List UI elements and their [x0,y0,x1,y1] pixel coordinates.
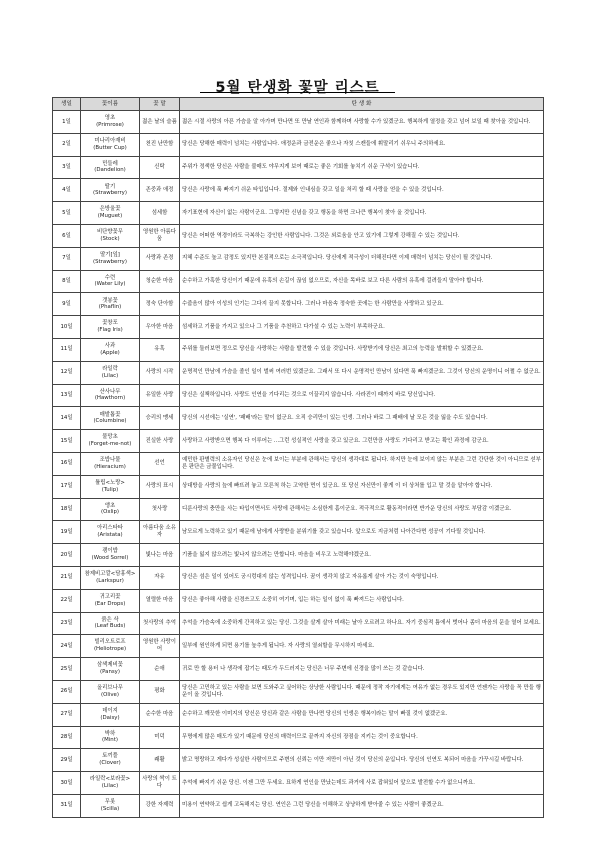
birth-day: 19일 [53,521,81,544]
birth-day: 16일 [53,452,81,475]
flower-name-korean: 아리스타타 [96,525,124,532]
flower-meaning: 사랑의 시작 [140,361,180,384]
flower-name-english: (Pansy) [100,669,120,676]
table-row [53,521,544,544]
flower-name-korean: 사과 [104,343,116,350]
flower-description: 당신은 사랑에 푹 빠지기 쉬운 타입입니다. 절제와 인내심을 갖고 일을 처리 할 때 사랑을 얻을 수 있을 것입니다. [180,179,544,202]
header-day: 생일 [53,98,81,111]
flower-name-korean: 산사나무 [99,388,121,395]
flower-name-english: (Forget-me-not) [88,441,132,448]
flower-description: 운명적인 만남에 가슴을 졸인 일이 벌써 여러번 있겠군요. 그래서 또 다시 운명적인 만남이 있다면 푹 빠지겠군요. 그것이 당신의 운명이니 어쩔 수 없군요. [180,361,544,384]
flower-name-korean: 토끼풀 [102,753,118,760]
flower-name-english: (Daisy) [100,714,120,721]
flower-name-korean: 참제비고깔<담홍색> [84,571,136,578]
flower-name-english: (Lilac) [101,783,119,789]
flower-name [81,156,140,179]
table-row [53,179,544,202]
flower-name [81,224,140,247]
birth-day: 14일 [53,407,81,430]
flower-description: 남모르게 노력하고 있기 때문에 남에게 사랑받을 분위기를 갖고 있습니다. 앞으로도 지금처럼 나아간다면 성공이 기다릴 것입니다. [180,521,544,544]
flower-meaning: 첫사랑 [140,498,180,521]
flower-meaning: 사랑과 존경 [140,247,180,270]
flower-name-korean: 매발톱꽃 [99,411,121,418]
flower-meaning: 승리의 맹세 [140,407,180,430]
table-row [53,703,544,726]
birth-day: 12일 [53,361,81,384]
flower-meaning: 평화 [140,680,180,703]
table-row [53,726,544,749]
flower-meaning: 아름다움 소유자 [140,521,180,544]
flower-meaning: 우아한 마음 [140,316,180,339]
flower-meaning: 영원한 사랑이어 [140,635,180,658]
flower-meaning: 순수한 마음 [140,703,180,726]
flower-name [81,635,140,658]
birth-day: 2일 [53,133,81,156]
flower-name-korean: 갯봉꽃 [102,297,118,304]
flower-name-english: (Leaf Buds) [94,623,126,630]
flower-name-korean: 올리브나무 [96,685,124,692]
flower-name-korean: 앵초 [104,502,116,509]
birth-day: 11일 [53,338,81,361]
flower-meaning: 열렬한 마음 [140,589,180,612]
header-flower-name: 꽃이름 [81,98,140,111]
flower-meaning: 선언 [140,452,180,475]
flower-name [81,361,140,384]
table-row [53,316,544,339]
flower-name-english: (Hieracium) [94,463,126,470]
flower-name-english: (Larkspur) [96,577,124,584]
flower-description: 일부에 원인하게 되면 용기를 높추게 됩니다. 자 사랑의 열쇠할을 무시하지 마세요. [180,635,544,658]
table-row [53,202,544,225]
birth-day: 24일 [53,635,81,658]
flower-name-english: (Flag Iris) [97,327,123,334]
flower-description: 당신은 당해한 매력이 넘치는 사람입니다. 애정운과 금전운은 좋으나 자칫 스캔들에 휘말리기 쉬우니 주의하세요. [180,133,544,156]
birth-day: 22일 [53,589,81,612]
flower-name [81,498,140,521]
table-row [53,111,544,134]
table-row [53,133,544,156]
birth-day: 29일 [53,749,81,772]
birth-day: 5일 [53,202,81,225]
flower-name [81,384,140,407]
table-row [53,338,544,361]
flower-meaning: 강한 자제력 [140,794,180,817]
flower-name [81,794,140,817]
table-row [53,270,544,293]
flower-description: 기품을 잃지 않으려는 빛나지 않으려는 만합니다. 마음을 비우고 노력해야겠군요. [180,544,544,567]
flower-name [81,658,140,681]
flower-name [81,407,140,430]
flower-description: 지혜 수준도 높고 감정도 있지만 본질적으로는 소극적입니다. 당신에게 적극성이 더해진다면 이제 매력이 넘치는 당신이 될 것입니다. [180,247,544,270]
table-row [53,612,544,635]
flower-meaning: 신탁 [140,156,180,179]
flower-name-korean: 박하 [104,730,116,737]
birth-day: 6일 [53,224,81,247]
flower-name [81,270,140,293]
birth-day: 7일 [53,247,81,270]
birth-day: 10일 [53,316,81,339]
flower-meaning: 젊은 날의 슬픔 [140,111,180,134]
birth-day: 3일 [53,156,81,179]
birth-day: 23일 [53,612,81,635]
flower-meaning: 섬세함 [140,202,180,225]
flower-name-english: (Columbine) [93,418,127,425]
birth-day: 27일 [53,703,81,726]
flower-meaning: 쾌활 [140,749,180,772]
flower-name-korean: 붉은 삭 [101,616,119,623]
birth-day: 26일 [53,680,81,703]
flower-meaning: 진실한 사랑 [140,430,180,453]
flower-name-english: (Oxlip) [100,509,120,516]
birth-day: 13일 [53,384,81,407]
flower-meaning: 천진 난만함 [140,133,180,156]
flower-name-korean: 라일락 [102,365,118,372]
flower-name-korean: 빌리오트로프 [94,639,126,646]
flower-name-korean: 딸기[잎] [100,251,120,258]
flower-description: 디룬사랑의 충만을 사는 타입이면서도 사랑에 관해서는 소심한게 흠이군요. 적극적으로 활동적이라면 반가운 당신의 사랑도 부담감 이겠군요. [180,498,544,521]
flower-name [81,430,140,453]
birth-day: 31일 [53,794,81,817]
header-description: 탄 생 화 [180,98,544,111]
table-row [53,589,544,612]
birth-day: 4일 [53,179,81,202]
flower-description: 당신의 시선에는 '실연', '패배'라는 말이 없군요. 오직 승리만이 있는 인생. 그러나 바로 그 패배에 날 모든 것을 잃을 수도 있습니다. [180,407,544,430]
flower-description: 순수하고 가혹한 당신이기 때문에 유혹의 손길이 끊임 없으므로, 자신을 똑바로 보고 다른 사람의 유혹에 걸려들지 말아야 합니다. [180,270,544,293]
table-row [53,452,544,475]
flower-name-korean: 비단향꽃무 [96,229,124,236]
flower-name-english: (Phaflin) [98,304,122,311]
flower-name [81,202,140,225]
flower-name [81,133,140,156]
flower-name-korean: 괭이밥 [102,548,118,555]
flower-description: 추억을 가슴속에 소중하게 간직하고 있는 당신. 그것을 살게 살아 미래는 날아 오르려고 하나요. 자기 중심적 틈에서 벗어나 좀더 마음의 문을 열어 보세요. [180,612,544,635]
flower-name [81,612,140,635]
flower-name-english: (Hawthorn) [94,395,126,402]
table-row [53,384,544,407]
flower-name-korean: 영초 [104,115,116,122]
flower-description: 귀로 만 할 용터 나 생각에 잡기는 때도가 두드러지는 당신은 너무 주변에 신경을 많이 쓰는 것 같습니다. [180,658,544,681]
flower-description: 상대방을 사랑의 늪에 빠뜨려 놓고 모른척 하는 고약한 면이 있군요. 또 당신 자신만이 좋게 이 더 상처를 입고 말 것을 알아야 합니다. [180,475,544,498]
table-row [53,749,544,772]
birth-day: 18일 [53,498,81,521]
flower-name-english: (Ear Drops) [94,600,126,607]
table-row [53,566,544,589]
title-underline [200,92,395,93]
header-flower-meaning: 꽃 말 [140,98,180,111]
birth-day: 30일 [53,772,81,795]
flower-name-english: (Mint) [102,737,118,744]
table-row [53,293,544,316]
flower-name-english: (Apple) [100,349,120,356]
flower-meaning: 첫사랑의 추억 [140,612,180,635]
flower-meaning: 유혹 [140,338,180,361]
flower-description: 당신은 섬은 일이 있어도 궁시렁대지 않는 성격입니다. 꿈이 생각치 않고 자유롭게 살아 가는 것이 숙명입니다. [180,566,544,589]
page-title: 5월 탄생화 꽃말 리스트 [215,80,380,96]
flower-description: 미용이 연약하고 쉽게 고독해지는 당신. 연인은 그런 당신을 이해하고 상냥하게 받아줄 수 있는 사람이 좋겠군요. [180,794,544,817]
flower-description: 당신은 좋아해 사람을 신경쓰고도 소중히 여기며, 입는 하는 일이 없이 푹 빠져드는 사람입니다. [180,589,544,612]
flower-name-korean: 물망초 [102,434,118,441]
birth-flower-table [52,97,544,818]
flower-name [81,726,140,749]
flower-name-korean: 미나리아재비 [94,137,126,144]
flower-name-english: (Tulip) [101,486,119,493]
table-row [53,794,544,817]
flower-description: 주위가 정색한 당신은 사람을 불매도 야무지게 보여 때로는 좋은 기회를 놓치기 쉬운 구석이 있습니다. [180,156,544,179]
flower-name [81,452,140,475]
flower-name-english: (Aristata) [97,532,123,539]
flower-name-korean: 데이지 [102,707,118,714]
flower-name-korean: 삼색제비꽃 [96,662,124,669]
flower-name [81,475,140,498]
flower-name [81,293,140,316]
table-row [53,361,544,384]
flower-meaning: 영원한 아름다움 [140,224,180,247]
flower-name [81,247,140,270]
table-header-row [53,98,544,111]
flower-description: 자기표현에 자신이 없는 사람이군요. 그렇지만 신념을 갖고 행동을 하면 크나큰 행복이 찾아 올 것입니다. [180,202,544,225]
table-body [53,111,544,818]
flower-name-korean: 튤립<노랑> [95,479,125,486]
flower-description: 무명에게 많은 매도가 있기 때문에 당신의 매력이므로 끝까지 자신의 장점을 지키는 것이 중요합니다. [180,726,544,749]
flower-name-korean: 수련 [104,274,116,281]
flower-name-english: (Strawberry) [93,190,127,197]
flower-name [81,521,140,544]
flower-description: 당신은 어떠한 역경이라도 극복하는 강인한 사람입니다. 그것은 외로움을 안고 있기에 그렇게 강해질 수 있는 것입니다. [180,224,544,247]
birth-day: 8일 [53,270,81,293]
flower-name-korean: 무롯 [104,799,116,806]
birth-day: 1일 [53,111,81,134]
flower-description: 젊은 시절 사랑의 아픈 가슴을 알 아가며 만나면 또 만날 연인과 함께하며 사랑할 수가 있겠군요. 행복하게 열정을 갖고 넘어 보일 때 찾아올 것입니다. [180,111,544,134]
birth-day: 25일 [53,658,81,681]
flower-name [81,111,140,134]
birth-day: 15일 [53,430,81,453]
flower-description: 순수하고 깨끗한 이미지의 당신은 당신과 같은 사람을 만나면 당신의 인생은 행복이라는 말이 빠질 것이 없겠군요. [180,703,544,726]
flower-description: 당신은 실책하입니다. 사랑도 인연을 기다리는 것으로 이끌리지 않습니다. 사라진이 때까지 바로 당신입니다. [180,384,544,407]
flower-name-english: (Stock) [100,235,120,242]
flower-description: 당신은 고민하고 있는 사람을 보면 도와주고 싶어하는 상냥한 사람입니다. 때문에 정작 자기에게는 여유가 없는 경우도 있지만 언젠가는 사랑을 꼭 만들 행운이 올 것입니다. [180,680,544,703]
flower-name-korean: 조밥나물 [99,457,121,464]
flower-name-english: (Primrose) [96,121,124,128]
flower-meaning: 유일한 사랑 [140,384,180,407]
flower-name-english: (Lilac) [101,372,119,379]
flower-name [81,703,140,726]
flower-meaning: 사랑의 표시 [140,475,180,498]
flower-name-english: (Heliotrope) [93,646,127,653]
flower-name-korean: 귀고리꽃 [99,593,121,600]
flower-description: 추억에 빠지기 쉬운 당신. 이젠 그만 두세요. 묘하게 연인을 만났는데도 과거에 사로 잡혀있어 앞으로 발전할 수가 없으니까요. [180,772,544,795]
flower-description: 예민한 판별력의 소유자인 당신은 눈에 보이는 부분에 관해서는 당신의 생각대로 됩니다. 하지만 눈에 보이지 않는 부분은 그런 간단한 것이 아니므로 섣부른 판단은 금물입니다. [180,452,544,475]
table-row [53,658,544,681]
flower-name-english: (Olive) [101,691,119,698]
flower-name [81,680,140,703]
flower-meaning: 빛나는 마음 [140,544,180,567]
birth-day: 21일 [53,566,81,589]
table-row [53,772,544,795]
flower-name-english: (Muguet) [97,213,123,220]
flower-description: 사랑하고 사랑받으면 행복 다 이루어는 ...그런 성실적인 사랑을 갖고 있군요. 그런만큼 사랑도 기다리고 받고는 확인 과정에 감군요. [180,430,544,453]
table-row [53,430,544,453]
flower-name [81,589,140,612]
table-row [53,498,544,521]
flower-name-english: (Scilla) [100,805,120,812]
flower-name [81,316,140,339]
flower-description: 수줍음이 많아 이성의 인기는 그다지 끌지 못합니다. 그러나 마음속 정숙한 곳에는 한 사람만을 사랑하고 있군요. [180,293,544,316]
table-row [53,544,544,567]
birth-day: 17일 [53,475,81,498]
flower-name-english: (Clover) [99,760,121,767]
flower-meaning: 존중과 애정 [140,179,180,202]
flower-name-korean: 민들레 [102,160,118,167]
table-row [53,156,544,179]
flower-name-korean: 딸기 [104,183,116,190]
flower-name-english: (Strawberry) [93,258,127,265]
flower-name [81,772,140,795]
flower-name [81,544,140,567]
table-row [53,224,544,247]
table-row [53,680,544,703]
flower-name [81,179,140,202]
birth-day: 28일 [53,726,81,749]
table-row [53,475,544,498]
flower-name-korean: 라일락<보라꽃> [89,776,131,783]
flower-name-english: (Water Lily) [94,281,126,288]
birth-day: 9일 [53,293,81,316]
flower-name-korean: 꽃창포 [102,320,118,327]
flower-name-english: (Wood Sorrel) [91,555,129,562]
flower-name [81,338,140,361]
table-row [53,635,544,658]
flower-name [81,749,140,772]
flower-meaning: 자유 [140,566,180,589]
flower-name-korean: 은방울꽃 [99,206,121,213]
flower-meaning: 순애 [140,658,180,681]
flower-description: 섬세하고 기품을 가지고 있으나 그 기품을 추천하고 다가설 수 있는 노력이 부족하군요. [180,316,544,339]
flower-meaning: 정숙 단아함 [140,293,180,316]
table-row [53,247,544,270]
flower-meaning: 청순한 마음 [140,270,180,293]
flower-name-english: (Dandelion) [94,167,126,174]
flower-meaning: 사랑의 싹이 트다 [140,772,180,795]
flower-name-english: (Butter Cup) [93,144,127,151]
flower-name [81,566,140,589]
flower-description: 주위를 둘러보면 정으로 당신을 사랑하는 사람을 발견할 수 있을 것입니다. 사랑받기에 당신은 최고의 능력을 발휘할 수 있겠군요. [180,338,544,361]
flower-description: 밝고 명랑하고 게다가 성실한 사람이므로 주변의 신뢰는 이만 저만이 아닌 것이 당신의 운입니다. 당신의 인연도 복되어 마음을 가꾸시길 바랍니다. [180,749,544,772]
table-row [53,407,544,430]
birth-day: 20일 [53,544,81,567]
flower-meaning: 미덕 [140,726,180,749]
